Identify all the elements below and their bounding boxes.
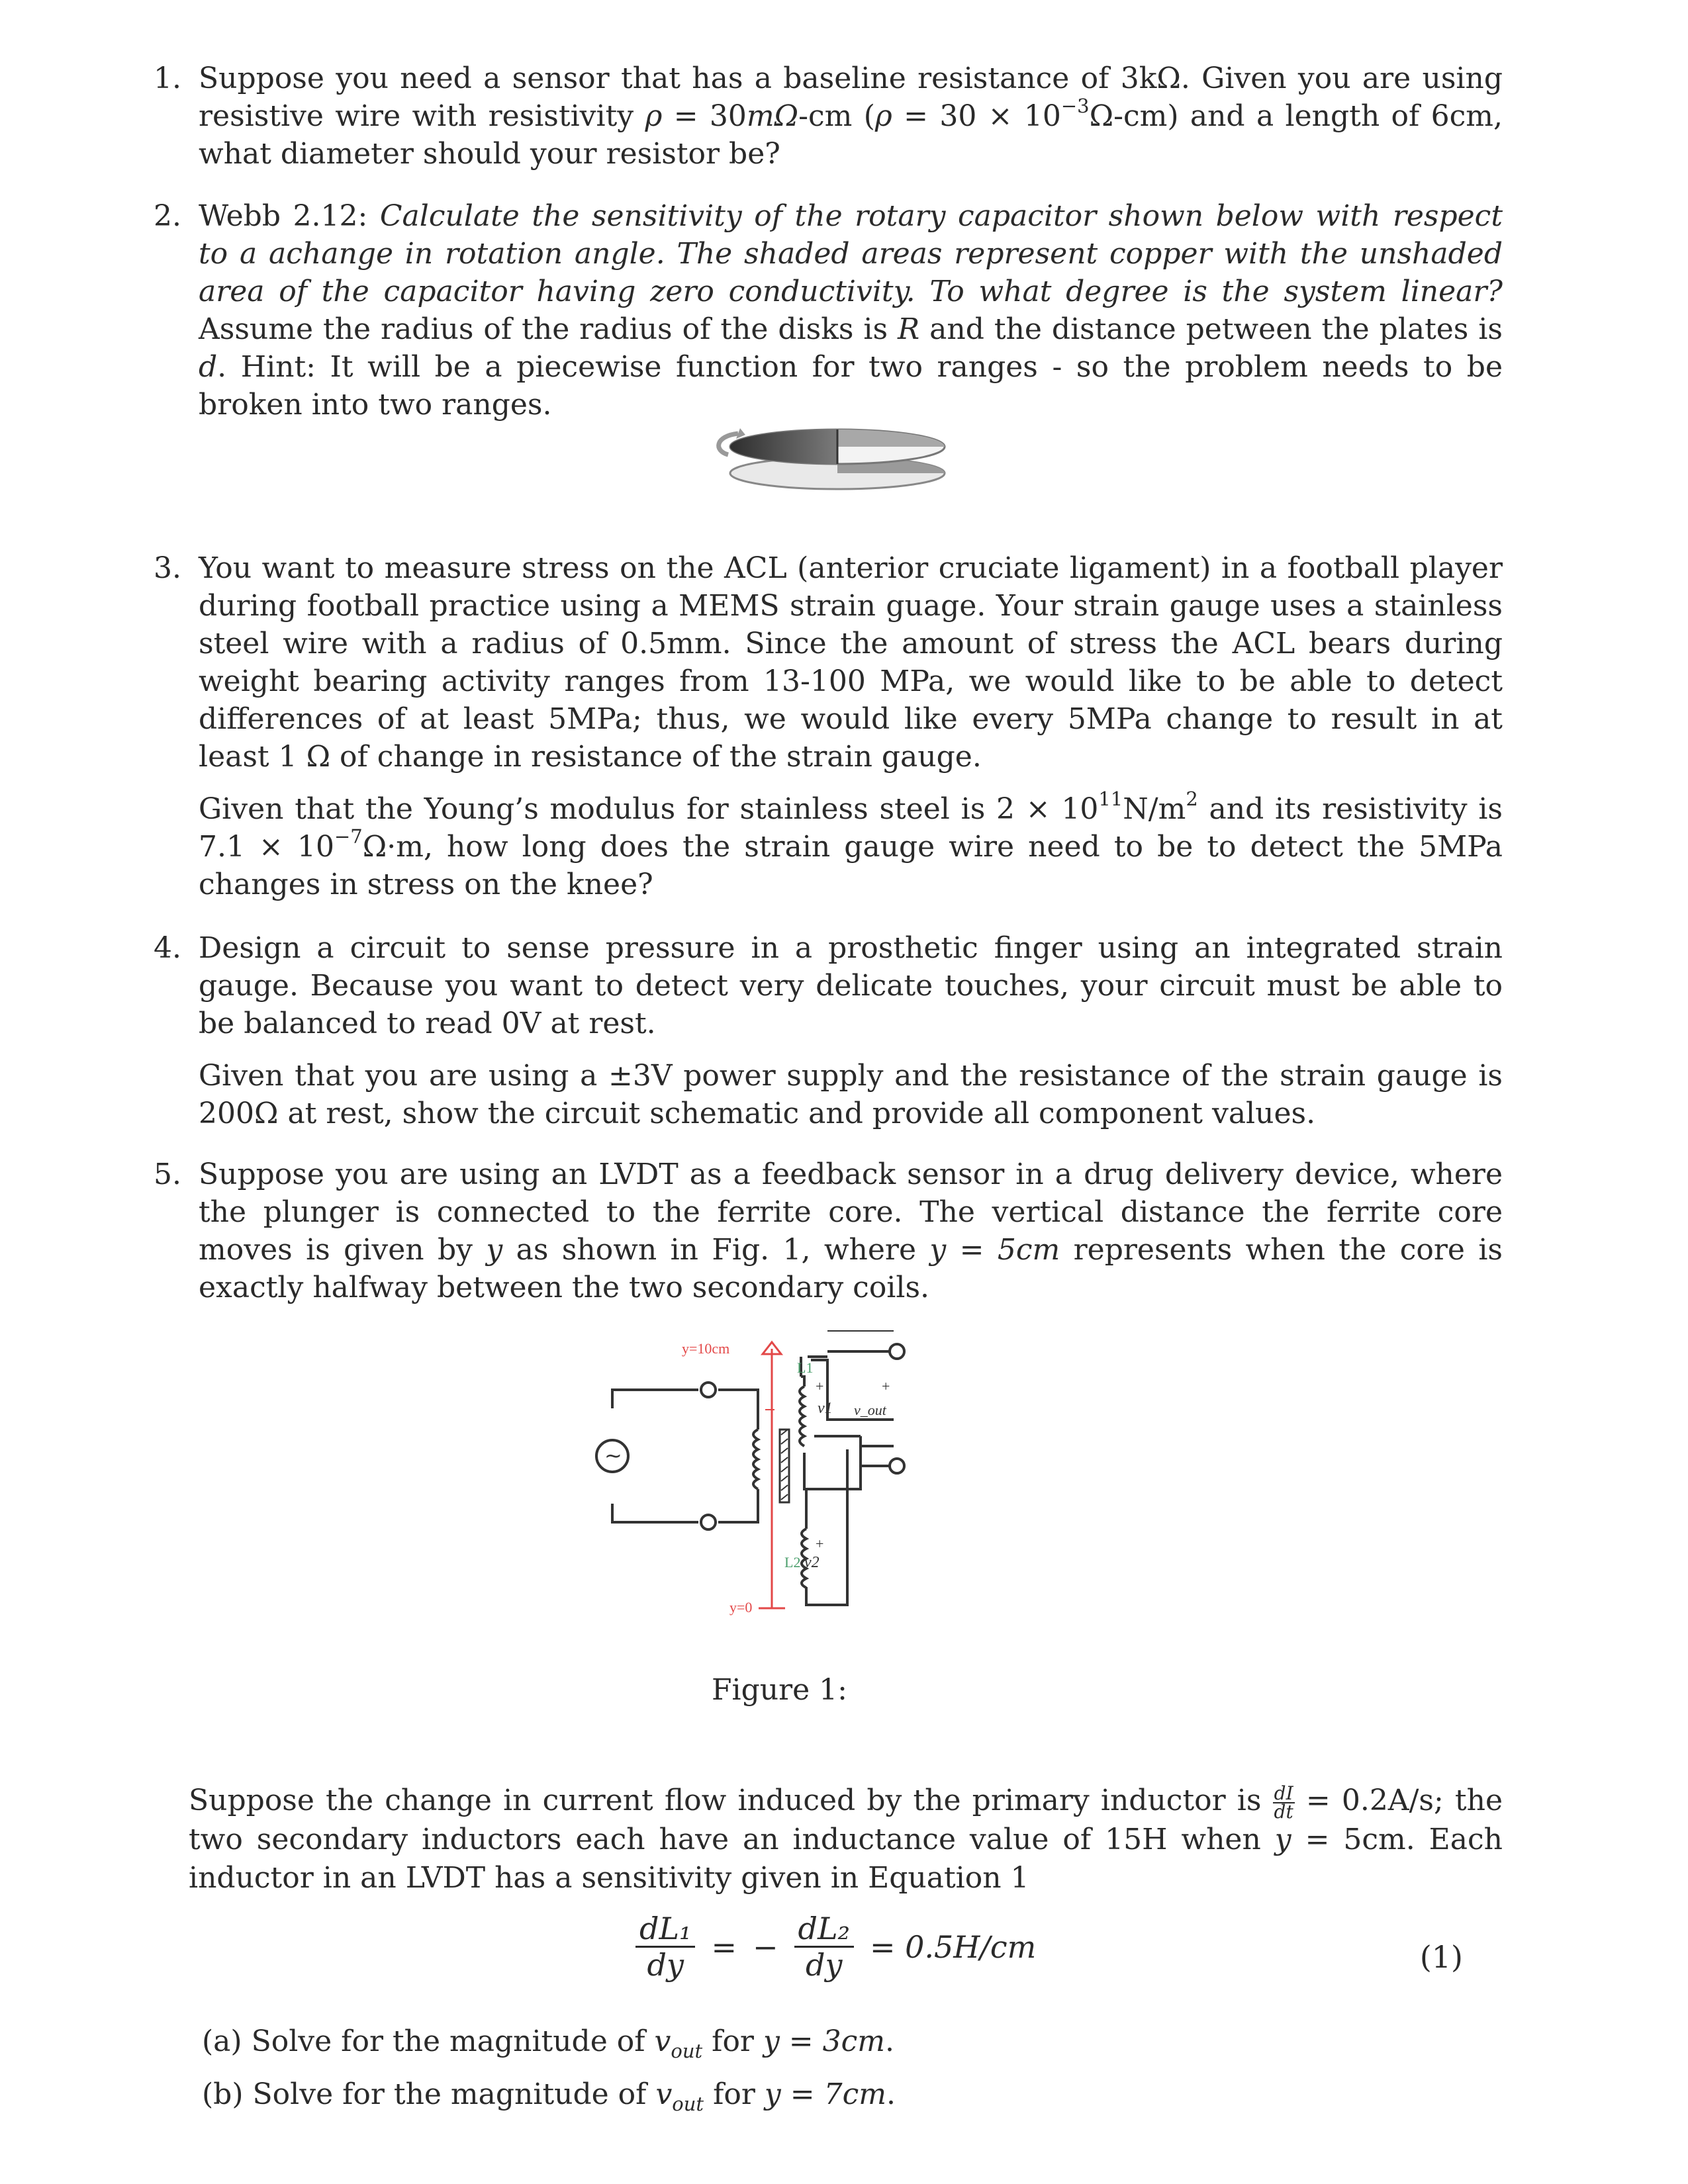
problem-text-part1: Design a circuit to sense pressure in a prosthetic finger using an integrated strain gauge. Because you want to detect very delicate touches, your circuit must be able to be balanced to read 0V at rest.	[199, 931, 1503, 1040]
plus-sign: +	[816, 1535, 824, 1552]
secondary-l2-wire	[806, 1449, 847, 1605]
label-l1: L1	[797, 1359, 814, 1376]
problem-text-part2: Given that you are using a ±3V power supply and the resistance of the strain gauge is 200Ω at rest, show the circuit schematic and provide all component values.	[199, 1059, 1503, 1130]
secondary-l1-coil	[800, 1387, 804, 1446]
primary-circuit-wire	[612, 1390, 758, 1522]
problem-number: 3.	[154, 551, 181, 585]
figure-caption: Figure 1:	[712, 1673, 847, 1707]
vout-terminal-top	[890, 1344, 904, 1359]
lvdt-description: Suppose the change in current flow induced by the primary inductor is $\frac{dI}{dt}$ = 0.2A/s; the two secondary inductors each have an inductance value of 15H when y = 5cm. Each inductor in an LVDT has a sensitivity given in Equation 1	[189, 1782, 1503, 1895]
primary-coil	[753, 1430, 758, 1489]
problem-1	[154, 60, 1503, 173]
label-vout: v_out	[854, 1402, 886, 1418]
dI-dt-fraction: $\frac{dI}{dt}$	[1274, 1782, 1293, 1823]
top-disk-copper-left	[730, 430, 837, 464]
top-disk-copper-right	[837, 430, 945, 447]
label-v1: v1	[818, 1400, 833, 1417]
problem-text: Suppose you need a sensor that has a baseline resistance of 3kΩ. Given you are using resistive wire with resistivity ρ = 30mΩ-cm $(\rho = 30 \times 10^{-3}\Omega-cm)$ and a length of 6cm, what diameter should your resistor be?	[199, 62, 1503, 171]
problem-text: Suppose you are using an LVDT as a feedback sensor in a drug delivery device, where the plunger is connected to the ferrite core. The vertical distance the ferrite core moves is given by y as shown in Fig. 1, where y = 5cm represents when the core is exactly halfway between the two secondary coils.	[199, 1158, 1503, 1304]
problem-number: 5.	[154, 1158, 181, 1191]
plus-sign: +	[882, 1378, 890, 1394]
problem-number: 1.	[154, 62, 181, 95]
rotary-capacitor-figure	[702, 407, 966, 500]
problem-number: 4.	[154, 931, 181, 965]
ac-source-icon: ~	[604, 1443, 622, 1468]
problem-text-part2: Given that the Young’s modulus for stainless steel is $2 \times 10^{11}N/m^2$ and its resistivity is $7.1 \times 10^{-7}\Omega\cdot m$, how long does the strain gauge wire need to be to detect the 5MPa changes in stress on the knee?	[199, 788, 1503, 901]
ferrite-core	[780, 1430, 789, 1502]
problem-number: 2.	[154, 199, 181, 233]
problem-text-part1: You want to measure stress on the ACL (anterior cruciate ligament) in a football player during football practice using a MEMS strain guage. Your strain gauge uses a stainless steel wire with a radius of 0.5mm. Since the amount of stress the ACL bears during weight bearing activity ranges from 13-100 MPa, we would like to be able to detect differences of at least 5MPa; thus, we would like every 5MPa change to result in at least 1 Ω of change in resistance of the strain gauge.	[199, 551, 1503, 774]
label-v2: v2	[804, 1554, 820, 1571]
label-l2: L2	[784, 1554, 801, 1570]
problem-text: Webb 2.12: Calculate the sensitivity of the rotary capacitor shown below with respect to a achange in rotation angle. The shaded areas represent copper with the unshaded area of the capacitor having zero conductivity. To what degree is the system linear? Assume the radius of the radius of the disks is R and the distance petween the plates is d. Hint: It will be a piecewise function for two ranges - so the problem needs to be broken into two ranges.	[199, 199, 1503, 422]
equation-1: $\frac{\text{dL₁}}{dy}$ = − $\frac{\text{dL₂}}{dy}$ = 0.5H/cm	[635, 1911, 1036, 1982]
vout-terminal-bottom	[890, 1459, 904, 1473]
label-y-top: y=10cm	[682, 1340, 730, 1357]
dL2-dy-fraction: $\frac{\text{dL₂}}{dy}$	[794, 1911, 854, 1982]
dL1-dy-fraction: $\frac{\text{dL₁}}{dy}$	[635, 1911, 695, 1982]
plus-sign: +	[816, 1378, 824, 1394]
problem-5	[154, 1156, 1503, 1306]
terminal-node	[701, 1383, 716, 1397]
terminal-node	[701, 1515, 716, 1529]
lvdt-figure	[583, 1330, 966, 1635]
problem-3	[154, 549, 1503, 903]
problem-2	[154, 197, 1503, 424]
subquestion-b: (b) Solve for the magnitude of $v_{out}$ for y = 7cm.	[202, 2077, 896, 2115]
label-y-bottom: y=0	[729, 1599, 753, 1615]
subquestion-a: (a) Solve for the magnitude of $v_{out}$ for y = 3cm.	[202, 2025, 895, 2062]
problem-4	[154, 929, 1503, 1132]
equation-number: (1)	[1419, 1939, 1463, 1975]
